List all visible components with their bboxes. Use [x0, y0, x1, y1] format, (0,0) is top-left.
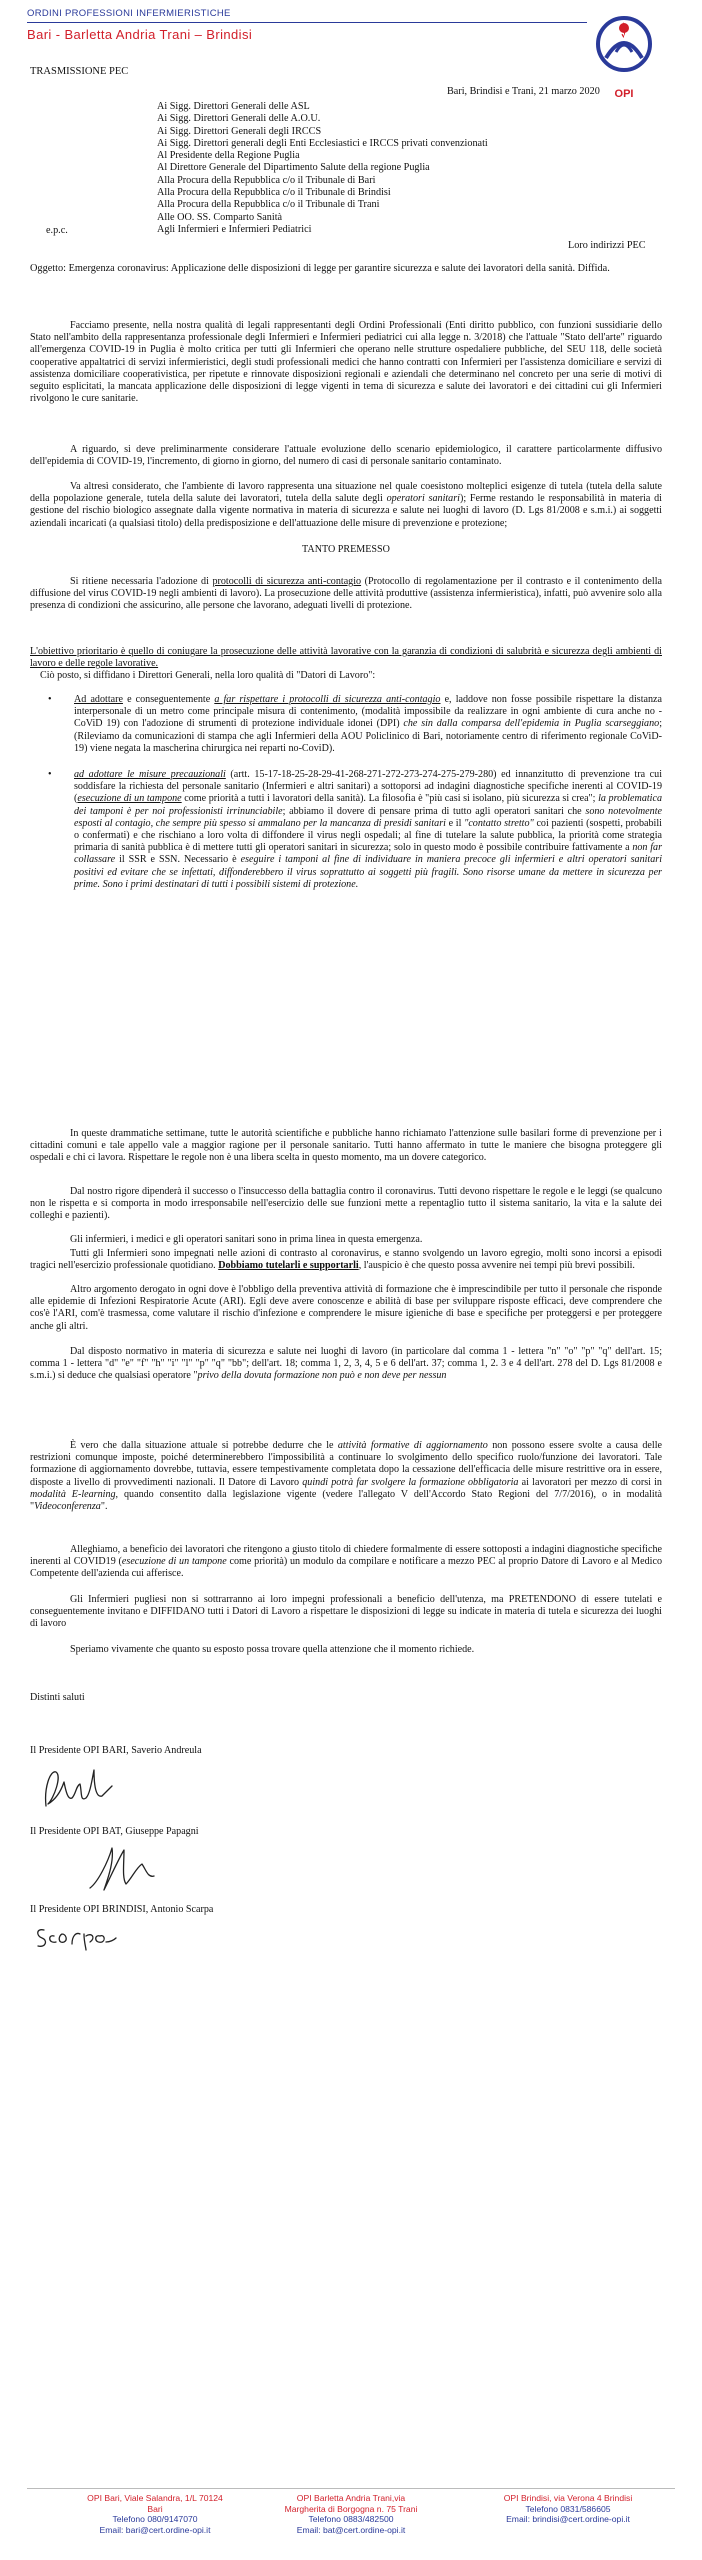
text-run: a far rispettare i protocolli di sicurezza anti-contagio [214, 694, 441, 705]
text-run: eseguire i tamponi al fine di individuare in maniera precoce gli infermieri e altri operatori sanitari positivi ed evitare che se infettati, diffonderebbero il virus soprattutto ai soggetti più fragili. Sono risorse umane da mettere in sicurezza per prime. Sono i primi destinatari di tutti i possibili sistemi di protezione. [74, 854, 663, 890]
text-run: e, laddove non fosse possibile rispettare la distanza interpersonale di un metro come principale misura di contenimento, (modalità impossibile da realizzare in ogni ambiente di cura anche no - CoViD 19) con l'adozione di strumenti di protezione individuale idonei (DPI) [74, 694, 662, 730]
signature-icon [30, 1918, 140, 1952]
body-paragraph: Ciò posto, si diffidano i Direttori Generali, nella loro qualità di "Datori di Lavoro": [40, 670, 376, 681]
text-run: privo della dovuta formazione non può e non deve per nessun [197, 1370, 447, 1382]
text-run: e il [445, 817, 465, 829]
text-run: esecuzione di un tampone [77, 793, 182, 805]
text-run: (Protocollo di regolamentazione per il contrasto e il contenimento della diffusione del virus COVID-19 negli ambienti di lavoro). La prosecuzione delle attività produttive (assistenza infermieristica), infatti, può avvenire solo alla presenza di condizioni che assicurino, alle persone che lavorano, adeguati livelli di protezione. [30, 576, 662, 612]
text-run: non possono essere svolte a causa delle restrizioni comunque imposte, poiché determinerebbero l'impossibilità a continuare lo svolgimento dello specifico ruolo/funzione dei lavoratori. Tale formazione di aggiornamento dovrebbe, tuttavia, essere tempestivamente completata dopo la cessazione dell'efficacia delle misure restrittive ora in essere, disposte a livello di provvedimenti nazionali. Il Datore di Lavoro [30, 1440, 662, 1488]
recipient: Ai Sigg. Direttori Generali delle ASL [157, 101, 310, 112]
footer-line: Telefono 080/9147070 [112, 2514, 198, 2524]
text-run: Ad adottare [74, 694, 123, 705]
body-paragraph [30, 1544, 662, 1581]
subject-line [30, 263, 630, 275]
logo-label: OPI [614, 88, 634, 100]
body-paragraph: In queste drammatiche settimane, tutte le autorità scientifiche e pubbliche hanno richiamato l'attenzione sulle basilari forme di prevenzione per i cittadini comuni e tale appello vale a maggior ragione per il personale sanitario. Tutti hanno affermato in tutte le maniere che bisogna proteggere gli ospedali e chi ci lavora. Rispettare le regole non è una libera scelta in questo momento, ma un dovere categorico. [30, 1128, 662, 1164]
body-paragraph [30, 646, 662, 670]
text-run: Tutti gli Infermieri sono impegnati nelle azioni di contrasto al coronavirus, e stanno svolgendo un lavoro egregio, molti sono incorsi a episodi tragici nell'esercizio professionale quotidiano. [30, 1248, 662, 1272]
text-run: Videoconferenza [34, 1501, 101, 1513]
org-cities: Bari - Barletta Andria Trani – Brindisi [27, 27, 253, 42]
text-run: coi pazienti (sospetti, probabili o confermati) e che rischiano a loro volta di diffondere il virus negli ospedali; al fine di tutelare la salute pubblica, la priorità come strategia primaria di sanità pubblica è di mettere tutti gli operatori sanitari in sicurezza; solo in questo modo è possibile contribuire fattivamente a [74, 817, 662, 854]
footer-bat [256, 2493, 446, 2535]
text-run: ". [100, 1501, 108, 1513]
text-run: protocolli di sicurezza anti-contagio [212, 576, 362, 587]
opi-logo-icon [592, 8, 656, 98]
list-item [48, 694, 662, 755]
body-paragraph: A riguardo, si deve preliminarmente considerare l'attuale evoluzione dello scenario epidemiologico, il carattere particolarmente diffusivo dell'epidemia di COVID-19, l'incremento, di giorno in giorno, del numero di casi di personale sanitario contaminato. [30, 444, 662, 468]
footer-line: OPI Barletta Andria Trani,via [296, 2493, 406, 2503]
text-run: ai lavoratori per mezzo di corsi in [518, 1476, 662, 1488]
pec-addresses-note: Loro indirizzi PEC [568, 240, 646, 251]
footer-line: OPI Bari, Viale Salandra, 1/L 70124 [87, 2493, 223, 2503]
text-run: , l'auspicio è che questo possa avvenire nei tempi più brevi possibili. [358, 1260, 635, 1272]
body-paragraph: Speriamo vivamente che quanto su esposto possa trovare quella attenzione che il momento richiede. [70, 1644, 475, 1655]
recipient: Agli Infermieri e Infermieri Pediatrici [157, 223, 312, 235]
bullet-icon: • [48, 769, 52, 781]
subject-label: Oggetto: [30, 263, 67, 274]
closing: Distinti saluti [30, 1692, 85, 1703]
signatory: Il Presidente OPI BARI, Saverio Andreula [30, 1745, 202, 1756]
footer-line: Email: bat@cert.ordine-opi.it [296, 2524, 406, 2535]
letter-date: Bari, Brindisi e Trani, 21 marzo 2020 [447, 86, 600, 97]
footer-line: Telefono 0883/482500 [308, 2514, 394, 2524]
text-run: Va altresì considerato, che l'ambiente di lavoro rappresenta una situazione nel quale coesistono molteplici esigenze di tutela (tutela della salute della popolazione generale, tutela della salute dei lavoratori, tutela della salute degli [30, 481, 662, 505]
footer-line: Margherita di Borgogna n. 75 Trani [284, 2503, 418, 2514]
recipient: Alla Procura della Repubblica c/o il Tribunale di Bari [157, 174, 376, 186]
header-divider [27, 22, 587, 23]
footer-line: Email: brindisi@cert.ordine-opi.it [506, 2514, 630, 2524]
text-run: Si ritiene necessaria l'adozione di [70, 576, 213, 587]
body-paragraph [30, 1248, 662, 1272]
body-paragraph [30, 1346, 662, 1383]
body-paragraph [30, 1440, 662, 1513]
recipient: Alle OO. SS. Comparto Sanità [157, 211, 283, 223]
recipient: Ai Sigg. Direttori generali degli Enti Ecclesiastici e IRCCS privati convenzionati [157, 137, 488, 149]
text-run: L'obiettivo prioritario è quello di coniugare la prosecuzione delle attività lavorative con la garanzia di condizioni di salubrità e sicurezza degli ambienti di lavoro e delle regole lavorative. [30, 646, 662, 670]
footer-divider [27, 2488, 675, 2489]
text-run: quindi potrà far svolgere la formazione obbligatoria [302, 1476, 519, 1488]
section-heading: TANTO PREMESSO [302, 544, 390, 555]
recipient-list [157, 101, 657, 236]
text-run: È vero che dalla situazione attuale si potrebbe dedurre che le [70, 1440, 338, 1451]
transmission-label: TRASMISSIONE PEC [30, 66, 129, 77]
demand-list [48, 694, 662, 891]
text-run: (artt. 15-17-18-25-28-29-41-268-271-272-273-274-275-279-280) ed innanzitutto di prevenzione tra cui soddisfare la richiesta del personale sanitario (Infermieri e altri sanitari) a sottoporsi ad indagini diagnostiche specifiche inerenti al COVID-19 ( [74, 769, 662, 805]
text-run: Dobbiamo tutelarli e supportarli [218, 1260, 359, 1272]
signatory: Il Presidente OPI BRINDISI, Antonio Scarpa [30, 1904, 214, 1915]
text-run: ; (Rileviamo da comunicazioni di stampa che agli Infermieri della AOU Policlinico di Bari, notoriamente centro di riferimento regionale CoViD-19) viene negata la mascherina chirurgica nei reparti no-CoviD). [74, 718, 662, 754]
recipient: Al Direttore Generale del Dipartimento Salute della regione Puglia [157, 162, 430, 174]
body-paragraph: Gli Infermieri pugliesi non si sottrarranno ai loro impegni professionali a beneficio dell'utenza, ma PRETENDONO di essere tutelati e conseguentemente invitano e DIFFIDANO tutti i Datori di Lavoro a rispettare le disposizioni di legge su indicate in materia di tutela e sicurezza dei luoghi di lavoro [30, 1594, 662, 1630]
footer-line: Telefono 0831/586605 [525, 2503, 611, 2514]
text-run: come priorità a tutti i lavoratori della sanità). La filosofia è "più casi si isolano, più sicurezza si crea"; [181, 793, 599, 805]
recipient: Alla Procura della Repubblica c/o il Tribunale di Trani [157, 199, 380, 211]
body-paragraph: Facciamo presente, nella nostra qualità di legali rappresentanti degli Ordini Professionali (Enti diritto pubblico, con funzioni sussidiarie dello Stato nell'ambito della rappresentanza professionale degli Infermieri e Infermieri pediatrici cui alla legge n. 3/2018) che l'attuale "Stato dell'arte" riguardo all'emergenza COVID-19 in Puglia è molto critica per tutti gli Infermieri che operano nelle strutture ospedaliere pubbliche, del SEU 118, delle società cooperative appaltatrici di servizi infermieristici, degli studi professionali medici che hanno contratti con Infermieri per l'assistenza domiciliare e servizi di assistenza domiciliare cooperativistica, per ripetute e rinnovate disposizioni regionali e aziendali che determinano nel concreto per una serie di motivi di seguito esplicitati, la mancata applicazione delle disposizioni di legge vigenti in tema di sicurezza e salute dei lavoratori e dei cittadini cui gli Infermieri rivolgono le cure sanitarie. [30, 320, 662, 405]
text-run: ; abbiamo il dovere di pensare prima di tutto agli operatori sanitari che [282, 805, 586, 817]
signature-icon [78, 1838, 168, 1898]
text-run: , quando consentito dalla legislazione vigente (vedere l'allegato V dell'Accordo Stato Regioni del 7/7/2016), o in modalità " [30, 1488, 662, 1513]
signatory: Il Presidente OPI BAT, Giuseppe Papagni [30, 1826, 199, 1837]
footer-line: OPI Brindisi, via Verona 4 Brindisi [503, 2493, 633, 2503]
text-run: Dal disposto normativo in materia di sicurezza e salute nei luoghi di lavoro (in particolare dal comma 1 - lettera "n" "o" "p" "q" dell'art. 15; comma 1 - lettera "d" "e" "f" "h" "i" "l" "p" "q" "bb"; dell'art. 18; comma 1, 2, 3, 4, 5 e 6 dell'art. 37; comma 1, 2. 3 e 4 dell'art. 278 del D. Lgs 81/2008 e s.m.i.) si deduce che qualsiasi operatore " [30, 1346, 662, 1382]
body-paragraph: Altro argomento derogato in ogni dove è l'obbligo della preventiva attività di formazione che è imprescindibile per tutto il personale che risponde alle epidemie di Infezioni Respiratorie Acute (ARI). Egli deve avere conoscenze e abilità di base per sviluppare risposte efficaci, deve comprendere che cos'è l'ARI, com'è trasmessa, come valutare il rischio d'infezione e comprendere le misure igieniche di base e specifiche per proteggersi e per proteggere anche gli altri. [30, 1284, 662, 1332]
recipient: Alla Procura della Repubblica c/o il Tribunale di Brindisi [157, 187, 391, 199]
footer-brindisi [468, 2493, 668, 2525]
body-paragraph [30, 576, 662, 613]
footer-bari [60, 2493, 250, 2535]
text-run: attività formative di aggiornamento [337, 1440, 488, 1451]
text-run: ); Ferme restando le responsabilità in materia di gestione del rischio biologico assegnate dalla vigente normativa in materia di sicurezza e salute nei luoghi di lavoro (D. Lgs 81/2008 e s.m.i.) ai soggetti aziendali incaricati (a qualsiasi titolo) della predisposizione e dell'attuazione delle misure di prevenzione e protezione; [30, 493, 662, 529]
bullet-icon: • [48, 694, 52, 705]
text-run: modalità E-learning [30, 1488, 116, 1500]
text-run: Alleghiamo, a beneficio dei lavoratori che ritengono a giusto titolo di chiedere formalmente di essere sottoposti a indagini diagnostiche specifiche inerenti al COVID19 ( [30, 1544, 662, 1568]
list-item [48, 769, 662, 891]
subject-text: Emergenza coronavirus: Applicazione delle disposizioni di legge per garantire sicurezza e salute dei lavoratori della sanità. Diffida. [68, 263, 610, 274]
body-paragraph: Dal nostro rigore dipenderà il successo o l'insuccesso della battaglia contro il coronavirus. Tutti devono rispettare le regole e le leggi (se qualcuno non le rispetta e si comporta in modo irresponsabile nell'esercizio delle sue funzioni mette a repentaglio tutto il sistema sanitario, la vita e la salute dei colleghi e pazienti). [30, 1186, 662, 1222]
text-run: la problematica dei tamponi è per noi professionisti irrinunciabile [74, 793, 663, 817]
text-run: il SSR e SSN. Necessario è [115, 854, 241, 866]
body-paragraph [30, 481, 662, 530]
org-name: ORDINI PROFESSIONI INFERMIERISTICHE [27, 8, 231, 19]
text-run: e conseguentemente [122, 694, 215, 705]
text-run: come priorità) un modulo da compilare e notificare a mezzo PEC al proprio Datore di Lavoro e al Medico Competente dell'azienda cui afferisce. [30, 1556, 662, 1580]
epc-label: e.p.c. [46, 225, 68, 236]
recipient: Ai Sigg. Direttori Generali delle A.O.U. [157, 113, 321, 125]
text-run: "contatto stretto" [464, 817, 534, 829]
recipient: Ai Sigg. Direttori Generali degli IRCCS [157, 125, 322, 137]
footer-line: Email: bari@cert.ordine-opi.it [99, 2524, 211, 2535]
signature-icon [36, 1758, 126, 1814]
recipient: Al Presidente della Regione Puglia [157, 150, 300, 162]
text-run: operatori sanitari [386, 493, 460, 505]
footer-line: Bari [147, 2503, 163, 2514]
body-paragraph: Gli infermieri, i medici e gli operatori sanitari sono in prima linea in questa emergenza. [70, 1234, 423, 1245]
text-run: che sin dalla comparsa dell'epidemia in Puglia scarseggiano [403, 718, 660, 730]
text-run: non far collassare [74, 842, 662, 866]
text-run: ad adottare le misure precauzionali [74, 769, 226, 781]
text-run: esecuzione di un tampone [121, 1556, 227, 1568]
text-run: sono notevolmente esposti al contagio, che sempre più spesso si ammalano per la mancanza di presidi sanitari [74, 805, 662, 829]
